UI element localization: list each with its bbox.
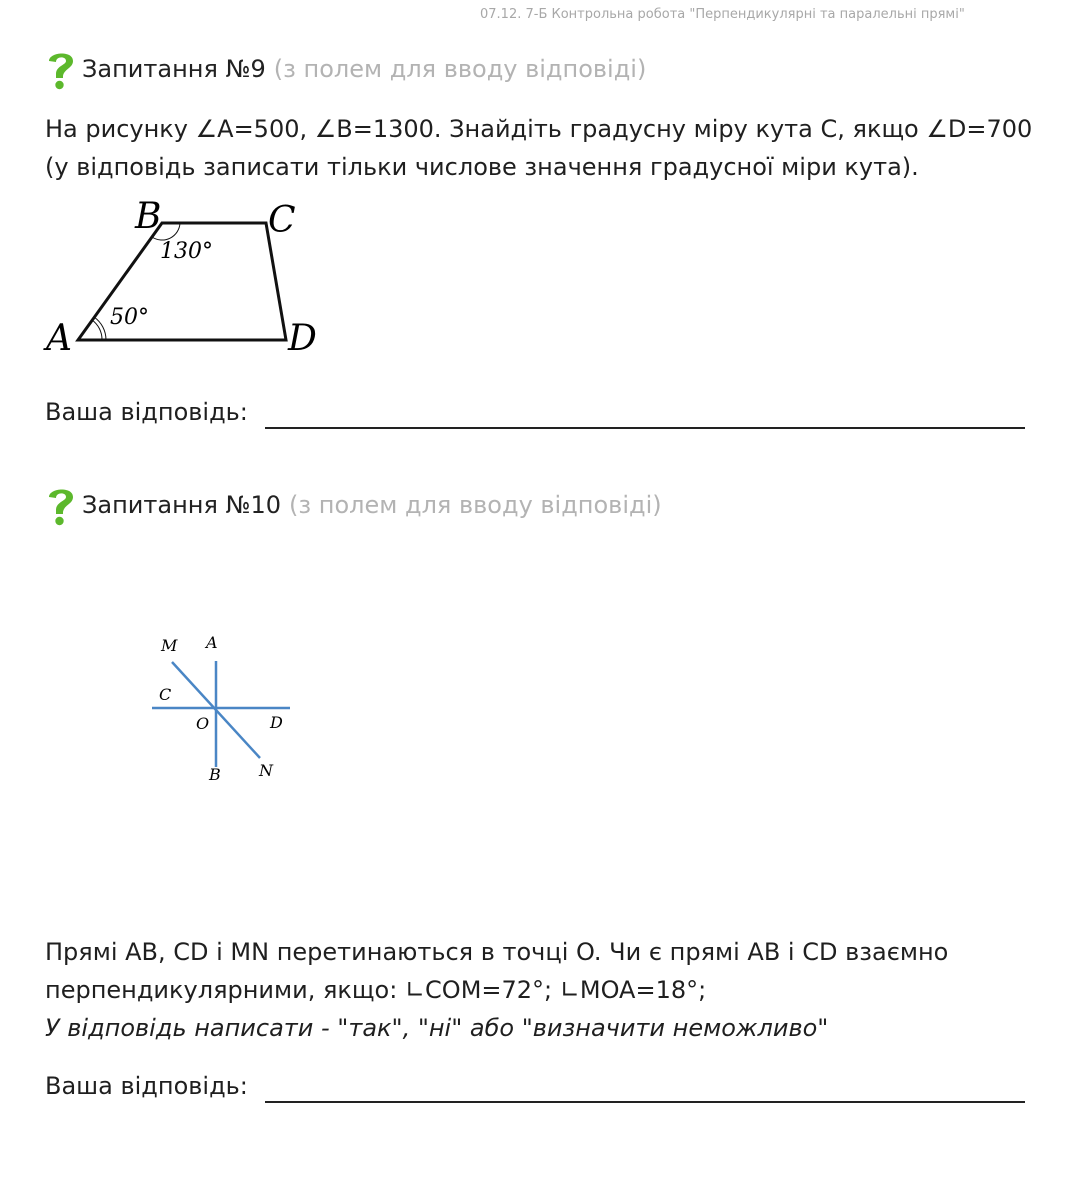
question-10-header: [44, 483, 662, 527]
point-label-n: N: [259, 761, 273, 780]
point-label-o: O: [196, 714, 210, 733]
question-9-answer-label: Ваша відповідь:: [45, 398, 248, 426]
vertex-label-b: B: [135, 196, 162, 237]
question-9-text: [45, 110, 1032, 186]
angle-a-label: 50°: [110, 305, 149, 330]
question-mark-icon: [44, 483, 78, 527]
question-9-answer-input[interactable]: [265, 425, 1025, 429]
question-10-text-line-2: перпендикулярними, якщо: ∟COM=72°; ∟MOA=18°;: [45, 976, 707, 1004]
trapezoid-figure: [40, 190, 340, 360]
question-9-header: [44, 47, 646, 91]
question-9-title: Запитання №9: [82, 55, 266, 83]
question-10-answer-label: Ваша відповідь:: [45, 1072, 248, 1100]
question-9-hint: (з полем для вводу відповіді): [273, 55, 647, 83]
question-10-answer-input[interactable]: [265, 1099, 1025, 1103]
point-label-m: M: [161, 636, 178, 655]
vertex-label-c: C: [268, 200, 296, 241]
point-label-b: B: [209, 765, 221, 784]
question-mark-icon: [44, 47, 78, 91]
intersecting-lines-figure: [140, 625, 310, 795]
point-label-c: C: [159, 685, 172, 704]
question-10-text-line-1: Прямі AB, CD і MN перетинаються в точці O. Чи є прямі AB і CD взаємно: [45, 938, 949, 966]
question-10-instruction: У відповідь написати - "так", "ні" або "визначити неможливо": [45, 1014, 829, 1042]
question-10-title: Запитання №10: [82, 491, 282, 519]
point-label-d: D: [270, 713, 283, 732]
point-label-a: A: [206, 633, 218, 652]
question-9-answer-row: [45, 398, 1025, 438]
question-10-hint: (з полем для вводу відповіді): [289, 491, 662, 519]
question-10-text: [45, 933, 948, 1047]
question-10-answer-row: [45, 1072, 1025, 1112]
angle-b-label: 130°: [160, 239, 213, 264]
vertex-label-a: A: [46, 318, 72, 359]
question-9-text-line-1: На рисунку ∠A=500, ∠B=1300. Знайдіть градусну міру кута C, якщо ∠D=700: [45, 115, 1033, 143]
vertex-label-d: D: [288, 318, 317, 359]
question-9-text-line-2: (у відповідь записати тільки числове значення градусної міри кута).: [45, 153, 919, 181]
page-header-title: 07.12. 7-Б Контрольна робота "Перпендикулярні та паралельні прямі": [480, 7, 965, 22]
